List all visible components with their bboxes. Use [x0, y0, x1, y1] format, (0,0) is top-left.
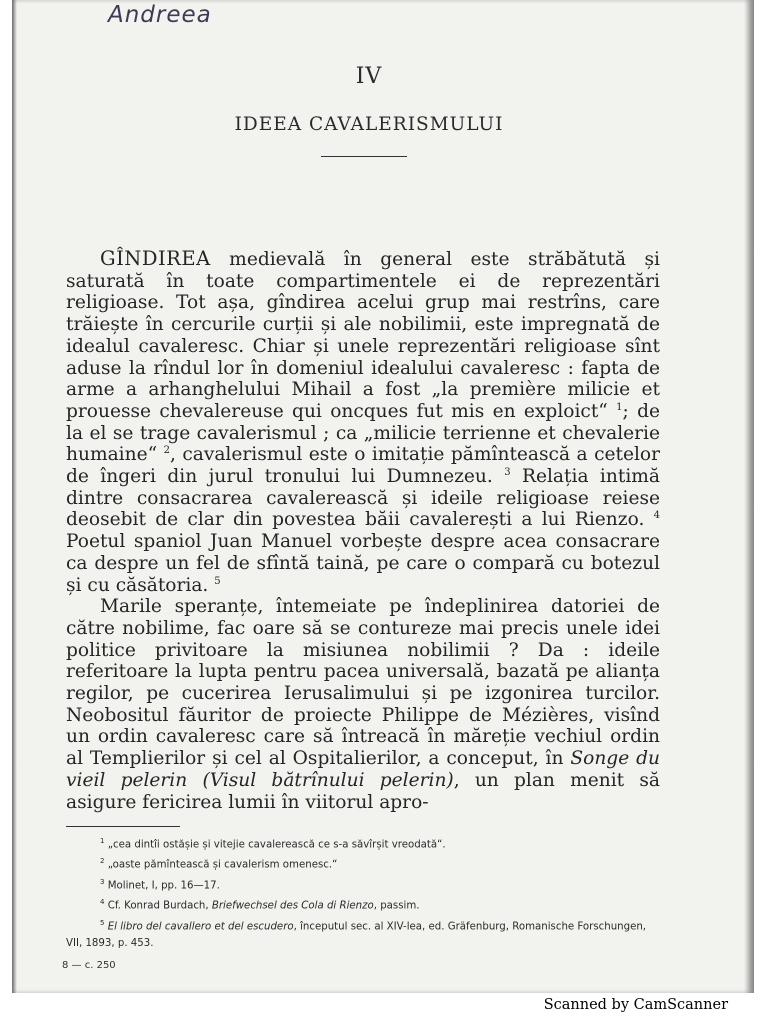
book-page	[12, 0, 754, 993]
footnote-number: 2	[100, 857, 105, 866]
printer-signature: 8 — c. 250	[62, 960, 116, 971]
book-title-italic: Songe du vieil pelerin (Visul bătrînului pelerin)	[66, 748, 660, 791]
paragraph-text: , cavalerismul este o imitație pămîntească a cetelor de îngeri din jurul tronului lui Dumnezeu.	[66, 444, 661, 488]
footnote-divider	[66, 826, 180, 827]
footnote-italic: El libro del cavallero et del escudero	[107, 920, 294, 932]
footnote-ref: 4	[653, 510, 660, 522]
chapter-number: IV	[355, 64, 383, 89]
footnote-ref: 5	[214, 575, 221, 587]
footnote	[66, 915, 660, 952]
footnote-ref: 1	[616, 401, 623, 413]
footnotes	[66, 833, 660, 952]
footnote-text: , passim.	[373, 900, 420, 912]
paragraph-2	[66, 596, 660, 813]
paragraph-text: , un plan menit să asigure fericirea lumii în viitorul apro-	[66, 769, 660, 813]
footnote-text: Molinet, I, pp. 16—17.	[107, 880, 220, 892]
paragraph-lead-word: GÎNDIREA	[100, 247, 211, 270]
title-divider	[321, 156, 407, 157]
chapter-title: IDEEA CAVALERISMULUI	[234, 114, 504, 135]
paragraph-text: ; de la el se trage cavalerismul ; ca „milicie terrienne et chevalerie humaine“	[66, 400, 660, 466]
footnote-text: , începutul sec. al XIV-lea, ed. Gräfenburg, Romanische Forschungen, VII, 1893, p. 453.	[66, 920, 647, 949]
handwritten-note: Andreea	[108, 2, 212, 28]
footnote-italic: Briefwechsel des Cola di Rienzo	[211, 900, 374, 912]
paragraph-text: medievală în general este străbătută și saturată în toate compartimentele ei de reprezentări religioase. Tot așa, gîndirea acelui grup mai restrîns, care trăiește în cercurile curții și ale nobilimii, este impregnată de idealul cavaleresc. Chiar și unele reprezentări religioase sînt aduse la rîndul lor în domeniul idealului cavaleresc : fapta de arme a arhanghelului Mihail a fost „la première milicie et prouesse chevalereuse qui oncques fut mis en exploict“	[66, 249, 660, 422]
paragraph-text: Relația intimă dintre consacrarea cavalerească și ideile religioase reiese deosebit de clar din povestea băii cavalerești a lui Rienzo.	[66, 466, 660, 531]
scanner-watermark: Scanned by CamScanner	[543, 997, 728, 1013]
footnote	[66, 833, 660, 853]
footnote-number: 5	[100, 918, 105, 927]
paragraph-text: Marile speranțe, întemeiate pe îndeplinirea datoriei de către nobilime, fac oare să se contureze mai precis unele idei politice privitoare la misiunea nobilimii ? Da : ideile referitoare la lupta pentru pacea universală, bazată pe alianța regilor, pe cucerirea Ierusalimului și pe izgonirea turcilor. Neobositul făuritor de proiecte Philippe de Mézières, visînd un ordin cavaleresc care să întreacă în măreție vechiul ordin al Templierilor și cel al Ospitalierilor, a conceput, în	[66, 596, 660, 770]
footnote-text: „oaste pămîntească și cavalerism omenesc.“	[107, 859, 338, 871]
footnote	[66, 894, 660, 914]
footnote	[66, 874, 660, 894]
body-text	[66, 248, 660, 813]
paragraph-1	[66, 248, 660, 596]
paragraph-text: Poetul spaniol Juan Manuel vorbește despre acea consacrare ca despre un fel de sfîntă taină, pe care o compară cu botezul și cu căsătoria.	[66, 531, 660, 596]
footnote-number: 1	[100, 837, 105, 845]
footnote-text: Cf. Konrad Burdach,	[107, 900, 212, 912]
footnote-ref: 2	[163, 445, 170, 457]
footnote-text: „cea dintîi ostășie și vitejie cavalerească ce s-a săvîrșit vreodată“.	[107, 839, 446, 851]
footnote-number: 3	[100, 877, 105, 886]
footnote-ref: 3	[504, 466, 511, 478]
footnote	[66, 853, 660, 873]
footnote-number: 4	[100, 898, 105, 907]
